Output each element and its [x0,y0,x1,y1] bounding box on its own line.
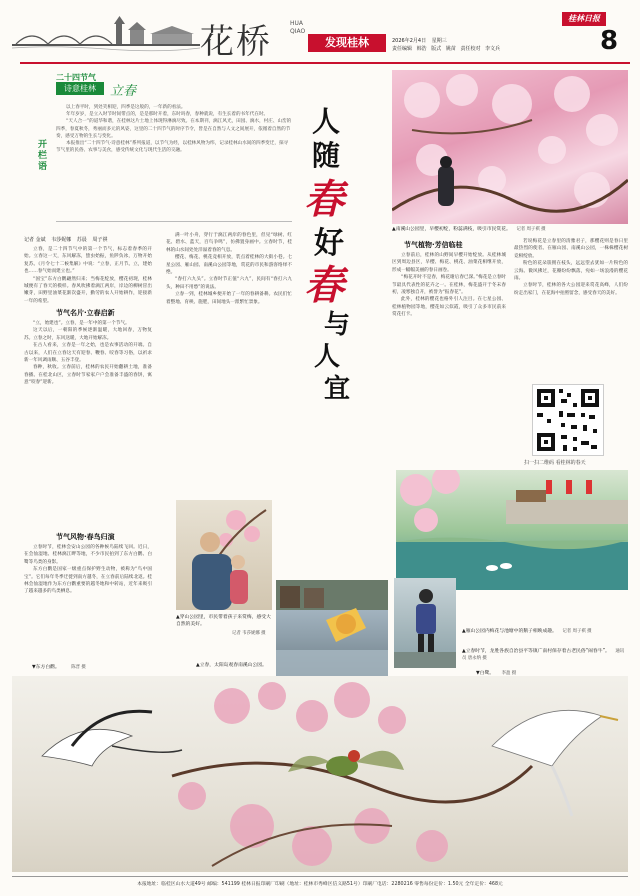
body-paragraph: 在古人看来，立春是一年之始，也是农事活动的开端。自古以来，人们在立春这天有迎春、鞭春、咬春等习俗，以祈求新一年风调雨顺、五谷丰登。 [24,343,152,364]
caption-credit: 记者 周子祺 摄 [516,227,546,232]
opening-text [56,104,292,222]
qr-code[interactable] [532,384,604,456]
caption-text: ▼白鹭。 [476,671,495,676]
body-paragraph: 立春时节，桂林的各大公园迎来赏花高峰，人们纷纷走出家门，在花海中拍照留念，感受春天的美好。 [514,283,628,296]
farmer-in-field-photo [394,578,456,668]
editor-credits [392,45,503,52]
headline-char: 春 [304,262,344,309]
section-heading: 节气名片·立春启新 [56,309,115,317]
series-header [56,72,136,102]
solar-term-label: 立春 [110,84,137,99]
footer-info: 本报地址：临桂区山水大道49号 邮编：541199 桂林日报印刷厂印刷（地址：桂林市秀峰区信义路51号）印刷厂电话：2280216 零售每份定价：1.50元 全年定价：468元 [137,882,503,887]
section-banner: 发现桂林 [308,34,386,52]
body-paragraph: 立春一到，桂林城乡便开始了一年的春耕备耕。农民们忙着整地、育秧、施肥，田间地头一派繁忙景象。 [166,292,292,305]
middle-column-text [166,232,292,504]
opening-paragraph: 年年岁岁，是立入时节时间带点的，是是那时开着，东时吗春，春种就说，有生长着的书年代在时。 [66,112,269,118]
page-number: 8 [600,26,619,56]
body-paragraph: 东方白鹳是国家一级重点保护野生动物，被称为“鸟中国宝”。它们每年冬季迁徙到南方越冬，在立春前后陆续北返。桂林会仙湿地作为东方白鹳重要的越冬地和中转站，近年来吸引了越来越多的鸟类栖息。 [24,567,152,595]
caption-credit: 陈晋 摄 [71,665,86,670]
pond-with-plum-trees-photo [396,470,628,590]
photo-caption: ▲立春，太阳岛观春南溪山公园。 [196,663,267,668]
issue-weekday: 星期三 [431,38,447,44]
birds-and-blossoms-panorama [12,676,628,872]
caption-text: ▲立春时节，龙胜各族自治县平等镇广南村保存着古老民俗“闹春牛”。 [462,649,610,654]
headline-char: 随 [312,139,341,172]
caption-text: ▲南溪山公园里，早樱初绽，粉蕊满枝，吸引市民赏花。 [392,227,511,232]
caption-text: ▲雁山公园内梅花与池塘中的鹅子相映成趣。 [462,629,557,634]
city-skyline-illustration [12,14,200,54]
section-body [24,320,152,520]
photo-caption [462,628,628,635]
opening-paragraph: 本报推出“二十四节气·诗意桂林”系列报道，以节气为经，以桂林风物为纬，记录桂林山水间的四季变迁，探寻节气里的民俗、农事与美食，感受传统文化与现代生活的交融。 [56,141,289,154]
body-paragraph: “立，始建也”。立春，是一年中的第一个节气。 [33,321,130,326]
editor-role: 责任编辑 [392,46,413,52]
column-opening-label: 开栏语 [38,140,48,172]
reporter: 记者 金斌 [24,237,46,243]
headline-char: 宜 [324,374,351,404]
intro-paragraph: “国宝”东方白鹳翩然归来；当梅花绽放，樱花初现，桂林城便有了春天的模样。春风吹拂着漓江两岸，岸边的柳树冒出嫩芽，田野里油菜花渐次盛开，勤劳的农人开始耕作，迎接新一年的希望。 [24,276,152,304]
footer-rule [12,876,628,877]
headline-char: 好 [314,226,344,261]
caption-credit: 记者 周子祺 摄 [562,629,592,634]
headline-char: 与 [324,310,351,340]
section-body [392,252,506,466]
reporter: 周子祺 [92,237,108,243]
layout-role: 版式 [431,46,442,52]
column-name: 花桥 [200,22,272,62]
photo-caption [462,648,628,662]
caption-text: ▼东方白鹳。 [32,665,60,670]
headline [296,100,382,430]
plum-blossom-visitors-photo [176,500,272,610]
newspaper-logo: 桂林日报 [562,12,606,26]
intro-text [24,246,152,306]
opening-paragraph: 以上春平时，到处笑相迎，四季是这般的，一年新的看法。 [66,105,186,110]
section-heading: 节气风物·春鸟归演 [56,533,115,541]
qr-caption: 扫一扫二维码 看桂林的春天 [524,460,586,466]
body-paragraph: 满一叶小舟，穿行于漓江两岸的春色里，但见“绿树、红花、碧水、蓝天，百鸟争鸣”，仿佛置身画中。立春时节，桂林的山水间处处洋溢着春的气息。 [166,233,292,253]
body-paragraph: 这天以后，一朝阳的季候逐渐温暖，大地回春，万物复苏。立春之时，东风送暖，大地开始解冻。 [24,328,152,341]
headline-char: 春 [304,176,344,223]
photo-caption [32,664,86,671]
right-column-text [514,238,628,380]
photo-caption: ▲穿山公园里，市民带着孩子来赏梅，感受大自然的美好。 [176,615,271,627]
caption-credit: 通讯员 唐永纳 摄 [462,649,625,661]
reporter: 韦莎妮娜 [51,237,72,243]
caption-credit: 记者 韦莎妮娜 摄 [232,631,266,636]
proof-role: 责任校对 [460,46,481,52]
body-paragraph: 此外，桂林的樱花也格外引人注目。在七星公园、桂林植物园等地，樱花如云似霞，吸引了众多市民前来赏花打卡。 [392,297,506,318]
column-pinyin: HUA QIAO [290,20,306,35]
headline-char: 人 [314,342,341,372]
body-paragraph: 立春时节，桂林会安山公园的各种候鸟陆续飞回。近日，在会仙湿地、桂林漓江畔等地，不少市民拍到了东方白鹳、白鹭等鸟类的身影。 [24,545,152,565]
byline [24,236,111,243]
series-subtitle: 诗意桂林 [56,82,104,95]
issue-date: 2026年2月4日 [392,38,427,44]
masthead-rule [20,62,630,64]
date-line [392,37,451,44]
layout-name: 姚苗 [445,46,456,52]
body-paragraph: “春打六九头”。立春时节正值“六九”，民间有“春打六九头，种田不用愁”的说法。 [166,277,292,290]
section-heading: 节气植物·芳信临桂 [404,241,463,249]
cherry-blossom-photo [392,70,628,224]
caption-credit: 李盈 摄 [501,671,517,676]
intro-paragraph: 立春，是二十四节气中的第一个节气，标志着春季的开始。立春这一天，东风解冻，蛰虫始振，鱼陟负冰，万物开始复苏。《月令七十二候集解》中说：“立春，正月节。立，建始也……春气始而建立也。” [24,247,152,275]
spring-ox-parade-photo [276,580,388,676]
editor-name: 韩浩 [416,46,427,52]
proof-name: 李文兵 [485,46,501,52]
body-paragraph: “梅花开时不是春，梅花谢后春已深。”梅花是立春时节最具代表性的花卉之一。在桂林，梅花盛开于冬末春初，凌寒独自开，被誉为“报春花”。 [392,275,506,296]
body-paragraph: 春种，秋收。立春前后，桂林的农民开始翻耕土地，准备春播。在桂北山区，立春时节家家户户会准备丰盛的春饼，寓意“咬春”迎新。 [24,365,152,386]
series-title: 二十四节气 [56,73,96,82]
section-body [24,544,152,656]
photo-caption [392,226,628,233]
headline-char: 人 [312,105,341,138]
body-paragraph: 立春前后，桂林的山野间早樱开始绽放。从桂林城区到周边县区，早樱、梅花、桃花、油菜花相继开放，形成一幅幅美丽的春日画卷。 [392,253,506,273]
opening-paragraph: “天人合一”的道华和谐，在桂林这片土地上体现得淋漓尽致。在本期刊，漓江风光，田园、漓水，村庄、山峦的四季，春夏秋冬，秀丽而多元的风姿，这里的二十四节气的时序节令，皆是在自然与人文之间展开，依循着自然的节奏，感受万物的生长与变化。 [56,119,292,139]
body-paragraph: 粉色的花朵簇拥在枝头，远远望去犹如一片粉色的云海。微风拂过，花瓣纷纷飘落，宛如一场浪漫的樱花雨。 [514,261,628,282]
body-paragraph: 若说梅花是立春里的清雅君子，那樱花则是春日里最热烈的使者。在雁山园、南溪山公园，一株株樱花树竞相绽放。 [514,239,628,259]
body-paragraph: 樱花、梅花、桃花竞相开放，装点着桂林的大街小巷。七星公园、雁山园、南溪山公园等地，赏花的市民和游客络绎不绝。 [166,255,292,276]
reporter: 苏晨 [76,237,87,243]
